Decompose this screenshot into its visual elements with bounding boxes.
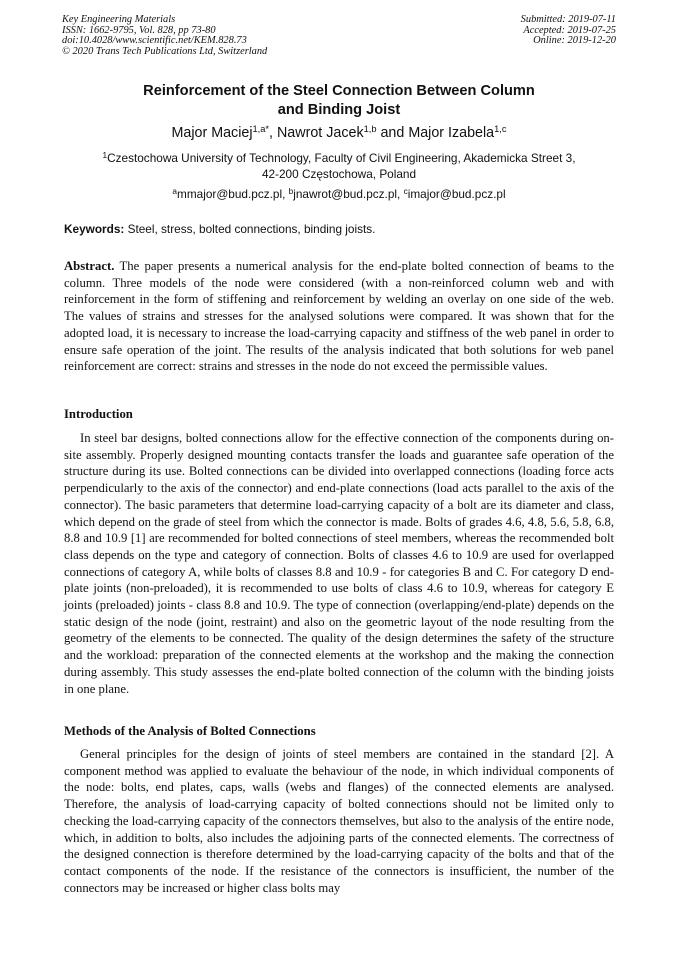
abstract bbox=[64, 258, 614, 375]
paper-title bbox=[62, 82, 616, 119]
email-separator: , bbox=[282, 187, 289, 201]
introduction-paragraph: In steel bar designs, bolted connections allow for the effective connection of the components during on-site assembly. Properly designed mounting contacts transfer the loads and guarantee safe operation of the structure during its use. Bolted connections can be divided into overlapped connections (loading force acts perpendicularly to the axis of the connector) and end-plate connections (load acts parallel to the axis of the connector). The basic parameters that determine load-carrying capacity of a bolt are its diameter and class, which depend on the grade of steel from which the connector is made. Bolts of grades 4.6, 4.8, 5.6, 5.8, 6.8, 8.8 and 10.9 [1] are recommended for bolted connections of steel members, whereas the recommended bolt class depends on the type and category of connection. Bolts of classes 4.6 to 10.9 are used for overlapped connections of category A, while bolts of classes 8.8 and 10.9 - for categories B and C. For category D end-plate joints (non-preloaded), it is recommended to use bolts of class 4.6 to 10.9, whereas for category E joints (preloaded) joints - class 8.8 and 10.9. The type of connection (overlapping/end-plate) depends on the static design of the node (joint, restraint) and also on the geometric layout of the node resulting from the geometry of the elements to be connected. The quality of the design determines the safety of the structure and the workload: preparation of the connected elements at the workshop and the making the connection during assembly. This study assesses the end-plate bolted connection of the column with the binding joists in one plane. bbox=[64, 431, 614, 696]
keywords-text: Steel, stress, bolted connections, binding joists. bbox=[124, 222, 376, 236]
journal-doi[interactable]: doi:10.4028/www.scientific.net/KEM.828.73 bbox=[62, 35, 247, 47]
affiliation bbox=[62, 150, 616, 182]
section-heading-methods: Methods of the Analysis of Bolted Connections bbox=[64, 724, 316, 738]
online-date: Online: 2019-12-20 bbox=[533, 35, 616, 47]
journal-header-left bbox=[62, 15, 267, 57]
journal-header-right bbox=[521, 15, 616, 47]
keywords-label: Keywords: bbox=[64, 222, 125, 236]
affiliation-line-2: 42-200 Częstochowa, Poland bbox=[261, 167, 417, 181]
journal-name: Key Engineering Materials bbox=[62, 14, 176, 25]
author-name: Major Maciej bbox=[171, 125, 253, 141]
author-affiliation-mark: 1,c bbox=[494, 123, 507, 134]
submitted-date: Submitted: 2019-07-11 bbox=[520, 14, 616, 25]
paper-title-line-1: Reinforcement of the Steel Connection Between Column bbox=[143, 83, 535, 99]
email-link[interactable]: jnawrot@bud.pcz.pl bbox=[293, 187, 398, 201]
accepted-date: Accepted: 2019-07-25 bbox=[523, 24, 616, 36]
email-link[interactable]: mmajor@bud.pcz.pl bbox=[177, 187, 283, 201]
affiliation-mark: 1 bbox=[102, 150, 108, 160]
affiliation-text: Czestochowa University of Technology, Faculty of Civil Engineering, Akademicka Street 3, bbox=[107, 151, 576, 165]
author-list bbox=[62, 124, 616, 142]
abstract-text: The paper presents a numerical analysis for the end-plate bolted connection of beams to the column. Three models of the node were considered (with a non-reinforced column web and with reinforcement in the form of stiffening and reinforcement by welding an overlay on one side of the web. The values of strains and stresses for the analysed solutions were compared. It was shown that for the adopted load, it is necessary to increase the load-carrying capacity and stiffness of the web panel in order to ensure safe operation of the joint. The results of the analysis indicated that both solutions for web panel reinforcement are correct: strains and stresses in the node do not exceed the permissible values. bbox=[64, 259, 614, 374]
section-heading-introduction: Introduction bbox=[64, 407, 133, 421]
paper-title-line-2: and Binding Joist bbox=[277, 101, 401, 118]
author-affiliation-mark: 1,a* bbox=[252, 123, 270, 134]
email-mark: b bbox=[288, 186, 294, 196]
email-mark: a bbox=[172, 186, 177, 196]
email-link[interactable]: imajor@bud.pcz.pl bbox=[407, 187, 506, 201]
journal-copyright: © 2020 Trans Tech Publications Ltd, Switzerland bbox=[62, 45, 268, 57]
author-emails bbox=[62, 187, 616, 201]
author-name: Major Izabela bbox=[408, 125, 495, 141]
journal-issn: ISSN: 1662-9795, Vol. 828, pp 73-80 bbox=[62, 24, 216, 36]
email-mark: c bbox=[403, 186, 408, 196]
email-separator: , bbox=[397, 187, 404, 201]
author-affiliation-mark: 1,b bbox=[363, 123, 377, 134]
author-name: Nawrot Jacek bbox=[276, 125, 364, 141]
author-separator: , bbox=[269, 125, 277, 141]
affiliation-line-1 bbox=[62, 150, 616, 166]
abstract-label: Abstract. bbox=[64, 259, 115, 273]
author-separator: and bbox=[376, 125, 409, 141]
keywords bbox=[64, 222, 616, 236]
methods-paragraph: General principles for the design of joints of steel members are contained in the standard [2]. A component method was applied to evaluate the behaviour of the node, in which individual components of the node: bolts, end plates, caps, walls (webs and flanges) of the connected elements are analysed. Therefore, the analysis of load-carrying capacity of bolted connections should not be limited only to checking the load-carrying capacity of the connectors themselves, but also to the analysis of the entire node, which, in addition to bolts, also includes the adjoining parts of the connected elements. The correctness of the designed connection is therefore determined by the load-carrying capacity of the bolts and that of the contact components of the node. If the resistance of the connectors is insufficient, the number of the connectors may be increased or higher class bolts may bbox=[64, 747, 614, 895]
